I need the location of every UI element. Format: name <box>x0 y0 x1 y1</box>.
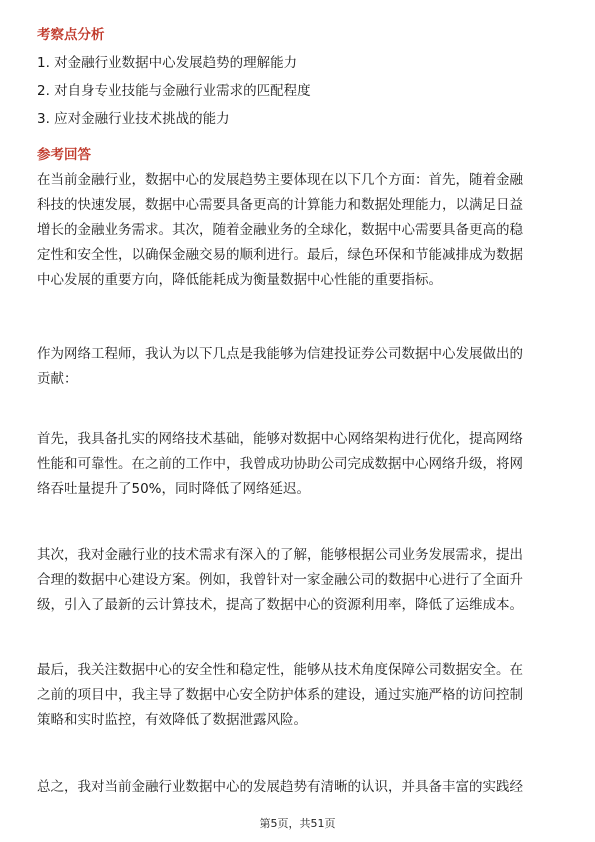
analysis-item: 3. 应对金融行业技术挑战的能力 <box>37 111 230 127</box>
paragraph-line: 策略和实时监控，有效降低了数据泄露风险。 <box>37 712 307 728</box>
paragraph-line: 之前的项目中，我主导了数据中心安全防护体系的建设，通过实施严格的访问控制 <box>37 687 523 703</box>
paragraph-line: 增长的金融业务需求。其次，随着金融业务的全球化，数据中心需要具备更高的稳 <box>37 222 523 238</box>
analysis-item: 1. 对金融行业数据中心发展趋势的理解能力 <box>37 55 298 71</box>
page-number: 第5页，共51页 <box>259 817 336 830</box>
answer-paragraph <box>37 543 562 618</box>
paragraph-line: 科技的快速发展，数据中心需要具备更高的计算能力和数据处理能力，以满足日益 <box>37 197 523 213</box>
paragraph-line: 在当前金融行业，数据中心的发展趋势主要体现在以下几个方面：首先，随着金融 <box>37 172 523 188</box>
paragraph-line: 性能和可靠性。在之前的工作中，我曾成功协助公司完成数据中心网络升级，将网 <box>37 456 523 472</box>
paragraph-line: 作为网络工程师，我认为以下几点是我能够为信建投证券公司数据中心发展做出的 <box>37 346 523 362</box>
paragraph-line: 定性和安全性，以确保金融交易的顺利进行。最后，绿色环保和节能减排成为数据 <box>37 247 523 263</box>
answer-paragraph <box>37 658 562 733</box>
answer-heading: 参考回答 <box>37 147 91 163</box>
paragraph-line: 其次，我对金融行业的技术需求有深入的了解，能够根据公司业务发展需求，提出 <box>37 547 523 563</box>
analysis-item: 2. 对自身专业技能与金融行业需求的匹配程度 <box>37 83 311 99</box>
paragraph-line: 中心发展的重要方向，降低能耗成为衡量数据中心性能的重要指标。 <box>37 272 442 288</box>
paragraph-line: 总之，我对当前金融行业数据中心的发展趋势有清晰的认识，并具备丰富的实践经 <box>37 779 523 795</box>
paragraph-line: 络吞吐量提升了50%，同时降低了网络延迟。 <box>37 481 311 497</box>
answer-paragraph <box>37 342 562 392</box>
paragraph-line: 首先，我具备扎实的网络技术基础，能够对数据中心网络架构进行优化，提高网络 <box>37 431 523 447</box>
paragraph-line: 最后，我关注数据中心的安全性和稳定性，能够从技术角度保障公司数据安全。在 <box>37 662 523 678</box>
paragraph-line: 合理的数据中心建设方案。例如，我曾针对一家金融公司的数据中心进行了全面升 <box>37 572 523 588</box>
answer-paragraph <box>37 427 562 502</box>
analysis-heading: 考察点分析 <box>37 27 105 43</box>
paragraph-line: 级，引入了最新的云计算技术，提高了数据中心的资源利用率，降低了运维成本。 <box>37 597 523 613</box>
answer-paragraph <box>37 168 562 293</box>
paragraph-line: 贡献： <box>37 371 78 387</box>
answer-paragraph <box>37 775 562 800</box>
